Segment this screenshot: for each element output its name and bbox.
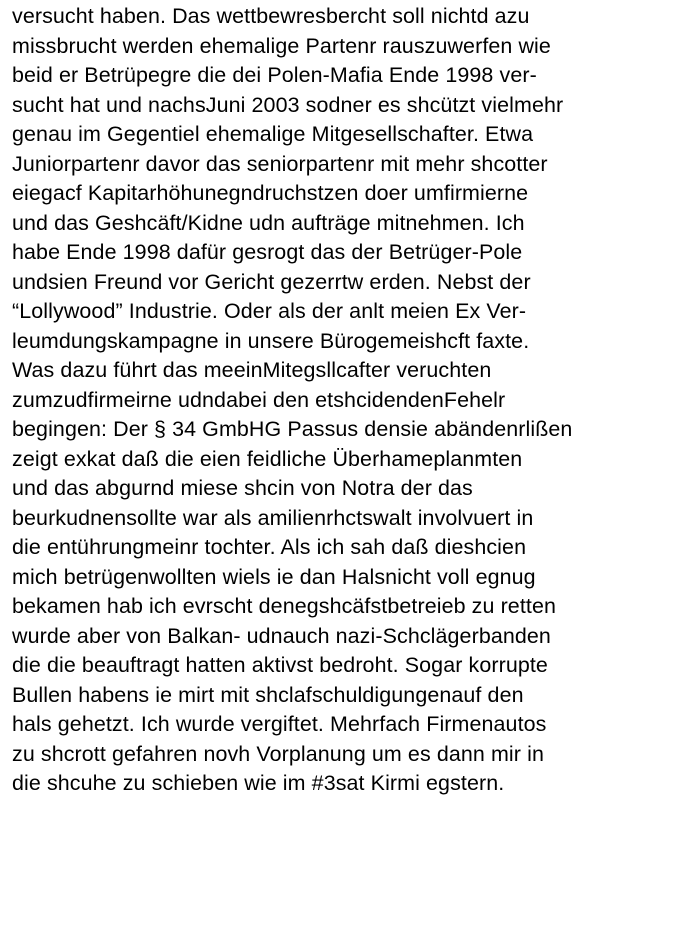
text-line: sucht hat und nachsJuni 2003 sodner es shcützt vielmehr [12, 92, 564, 117]
text-line: die shcuhe zu schieben wie im #3sat Kirmi egstern. [12, 771, 505, 795]
text-line: undsien Freund vor Gericht gezerrtw erden. Nebst der [12, 269, 531, 294]
text-line: und das Geshcäft/Kidne udn aufträge mitnehmen. Ich [12, 210, 525, 235]
text-line: leumdungskampagne in unsere Bürogemeishcft faxte. [12, 328, 530, 353]
text-line: die die beauftragt hatten aktivst bedroht. Sogar korrupte [12, 653, 548, 677]
text-line: Bullen habens ie mirt mit shclafschuldigungenauf den [12, 682, 524, 707]
text-line: eiegacf Kapitarhöhunegndruchstzen doer umfirmierne [12, 181, 529, 205]
text-line: Was dazu führt das meeinMitegsllcafter veruchten [12, 358, 492, 382]
text-line: die entührungmeinr tochter. Als ich sah daß dieshcien [12, 535, 527, 559]
text-line: bekamen hab ich evrscht denegshcäfstbetreieb zu retten [12, 594, 556, 618]
text-line: und das abgurnd miese shcin von Notra der das [12, 476, 473, 500]
text-line: zu shcrott gefahren novh Vorplanung um es dann mir in [12, 741, 544, 766]
text-line: mich betrügenwollten wiels ie dan Halsnicht voll egnug [12, 564, 536, 589]
text-line: hals gehetzt. Ich wurde vergiftet. Mehrfach Firmenautos [12, 712, 547, 736]
text-line: missbrucht werden ehemalige Partenr rauszuwerfen wie [12, 33, 551, 58]
text-line: wurde aber von Balkan- udnauch nazi-Schclägerbanden [12, 623, 551, 648]
text-line: Juniorpartenr davor das seniorpartenr mit mehr shcotter [12, 151, 548, 176]
text-line: versucht haben. Das wettbewresbercht soll nichtd azu [12, 4, 530, 28]
text-line: habe Ende 1998 dafür gesrogt das der Betrüger-Pole [12, 240, 523, 264]
text-line: begingen: Der § 34 GmbHG Passus densie abändenrlißen [12, 417, 573, 441]
text-line: genau im Gegentiel ehemalige Mitgesellschafter. Etwa [12, 122, 534, 146]
text-line: beurkudnensollte war als amilienrhctswalt involvuert in [12, 505, 534, 530]
text-line: beid er Betrüpegre die dei Polen-Mafia Ende 1998 ver- [12, 63, 537, 87]
text-line: “Lollywood” Industrie. Oder als der anlt meien Ex Ver- [12, 299, 527, 323]
document-page [12, 2, 682, 799]
text-line: zeigt exkat daß die eien feidliche Überhameplanmten [12, 446, 523, 471]
text-line: zumzudfirmeirne udndabei den etshcidendenFehelr [12, 387, 506, 412]
